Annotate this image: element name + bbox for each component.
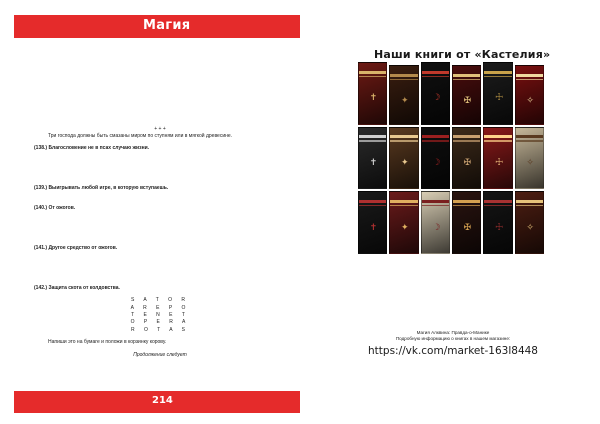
caption-line [334, 310, 572, 317]
caption-line [334, 290, 572, 297]
cover-title-band [516, 205, 543, 207]
book-captions [334, 257, 572, 379]
cover-title-band [422, 135, 449, 138]
cover-title-band [453, 205, 480, 207]
book-cover [358, 62, 387, 125]
section-heading-140: (140.) От ожогов. [34, 204, 76, 211]
book-cover [452, 127, 481, 190]
cover-title-band [422, 76, 449, 78]
section-body-139 [34, 193, 286, 200]
cover-title-band [422, 71, 449, 74]
cover-title-band [453, 74, 480, 77]
caption-line [334, 303, 572, 310]
books-heading: Наши книги от «Кастелия» [374, 48, 551, 61]
paragraph-3 [34, 98, 286, 126]
cover-emblem-icon: ☩ [494, 93, 504, 104]
page-title: Магия [143, 18, 191, 33]
cover-title-band [484, 71, 511, 74]
cover-emblem-icon: ☩ [494, 157, 504, 168]
footer-caption-line [334, 372, 572, 379]
book-cover [421, 127, 450, 190]
book-cover [389, 191, 418, 254]
cover-title-band [484, 140, 511, 142]
cover-title-band [453, 79, 480, 81]
cover-title-band [453, 135, 480, 138]
cover-title-band [484, 135, 511, 138]
sator-row: O P E R A [130, 319, 190, 326]
cover-title-band [422, 205, 449, 207]
paragraph-2 [34, 70, 286, 98]
section-body-141 [34, 252, 286, 280]
left-page-body [34, 42, 286, 360]
cover-title-band [422, 140, 449, 142]
section-body-138 [34, 152, 286, 180]
cover-title-band [422, 200, 449, 203]
store-link[interactable]: https://vk.com/market-163l8448 [368, 344, 538, 357]
cover-title-band [359, 135, 386, 138]
cover-emblem-icon: ✠ [463, 222, 472, 233]
right-page [300, 0, 600, 424]
caption-line [334, 323, 572, 330]
book-covers-grid [358, 62, 544, 254]
cover-title-band [390, 205, 417, 207]
caption-line [334, 264, 572, 271]
cover-emblem-icon: ✧ [526, 222, 534, 233]
footer-caption-line [334, 365, 572, 372]
book-cover [358, 191, 387, 254]
cover-title-band [359, 205, 386, 207]
caption-line: Магия Алквина: Правда-о-Манике [416, 329, 490, 335]
continued-note: Продолжение следует [133, 352, 187, 359]
section-heading-138: (138.) Благословение не в псах случаю жизни. [34, 145, 150, 152]
book-cover [483, 62, 512, 125]
cover-title-band [516, 79, 543, 81]
page-number: 214 [152, 395, 173, 406]
after-sator-text: Напиши это на бумаге и положи в корзинку корову. [48, 339, 167, 346]
cover-emblem-icon: ✝ [369, 157, 378, 168]
cover-emblem-icon: ✦ [400, 96, 409, 107]
cover-emblem-icon: ✝ [369, 93, 378, 104]
book-cover [421, 62, 450, 125]
cover-title-band [516, 135, 543, 138]
cover-title-band [453, 200, 480, 203]
sator-row: R O T A S [130, 326, 190, 333]
caption-line [334, 257, 572, 264]
page-footer-bar [14, 391, 300, 413]
caption-line [334, 283, 572, 290]
cover-title-band [484, 200, 511, 203]
cover-title-band [390, 74, 417, 77]
book-cover [358, 127, 387, 190]
paragraph-1 [34, 42, 286, 70]
cover-title-band [359, 200, 386, 203]
closing-line: Три господа должны быть смазаны миром по ступням или в мягкой древесине. [48, 133, 233, 139]
caption-line [334, 270, 572, 277]
caption-line [334, 297, 572, 304]
cover-emblem-icon: ✠ [463, 96, 472, 107]
cover-title-band [484, 76, 511, 78]
cover-title-band [484, 205, 511, 207]
caption-line [334, 277, 572, 284]
sator-row: T E N E T [131, 312, 189, 319]
cover-emblem-icon: ✧ [526, 157, 534, 168]
cover-title-band [516, 74, 543, 77]
cover-title-band [516, 140, 543, 142]
cover-emblem-icon: ✧ [526, 96, 534, 107]
section-body-140 [34, 212, 286, 240]
book-cover [515, 127, 544, 190]
cover-emblem-icon: ✦ [400, 157, 409, 168]
cover-title-band [390, 140, 417, 142]
page-header-bar [14, 15, 300, 38]
cover-title-band [359, 71, 386, 74]
section-heading-139: (139.) Выигрывать любой игре, в которую вступаешь. [34, 185, 169, 192]
cover-title-band [390, 135, 417, 138]
book-cover [452, 191, 481, 254]
cover-emblem-icon: ☩ [494, 222, 504, 233]
cover-emblem-icon: ☽ [432, 93, 441, 104]
footer-caption-line [334, 359, 572, 366]
book-cover [483, 127, 512, 190]
cover-title-band [516, 200, 543, 203]
book-cover [515, 191, 544, 254]
cover-emblem-icon: ☽ [432, 222, 441, 233]
book-cover [483, 191, 512, 254]
sator-row: S A T O R [130, 297, 190, 304]
cover-title-band [453, 140, 480, 142]
sator-square [34, 297, 286, 334]
caption-line: Подробную информацию о книгах в нашем магазине: [395, 336, 511, 342]
cover-emblem-icon: ✦ [400, 222, 409, 233]
book-cover [389, 65, 418, 125]
cover-title-band [359, 140, 386, 142]
book-cover [389, 127, 418, 190]
sator-row: A R E P O [130, 304, 190, 311]
book-cover [421, 191, 450, 254]
cover-title-band [390, 200, 417, 203]
section-heading-141: (141.) Другое средство от ожогов. [34, 244, 118, 251]
book-cover [452, 65, 481, 125]
cover-emblem-icon: ✝ [369, 222, 378, 233]
book-cover [515, 65, 544, 125]
cover-emblem-icon: ✠ [463, 157, 472, 168]
section-heading-142: (142.) Защита скота от колдовства. [34, 285, 120, 292]
caption-line [334, 316, 572, 323]
cover-title-band [359, 76, 386, 78]
cover-emblem-icon: ☽ [432, 157, 441, 168]
cover-title-band [390, 79, 417, 81]
stars-divider: + + + [154, 126, 166, 132]
